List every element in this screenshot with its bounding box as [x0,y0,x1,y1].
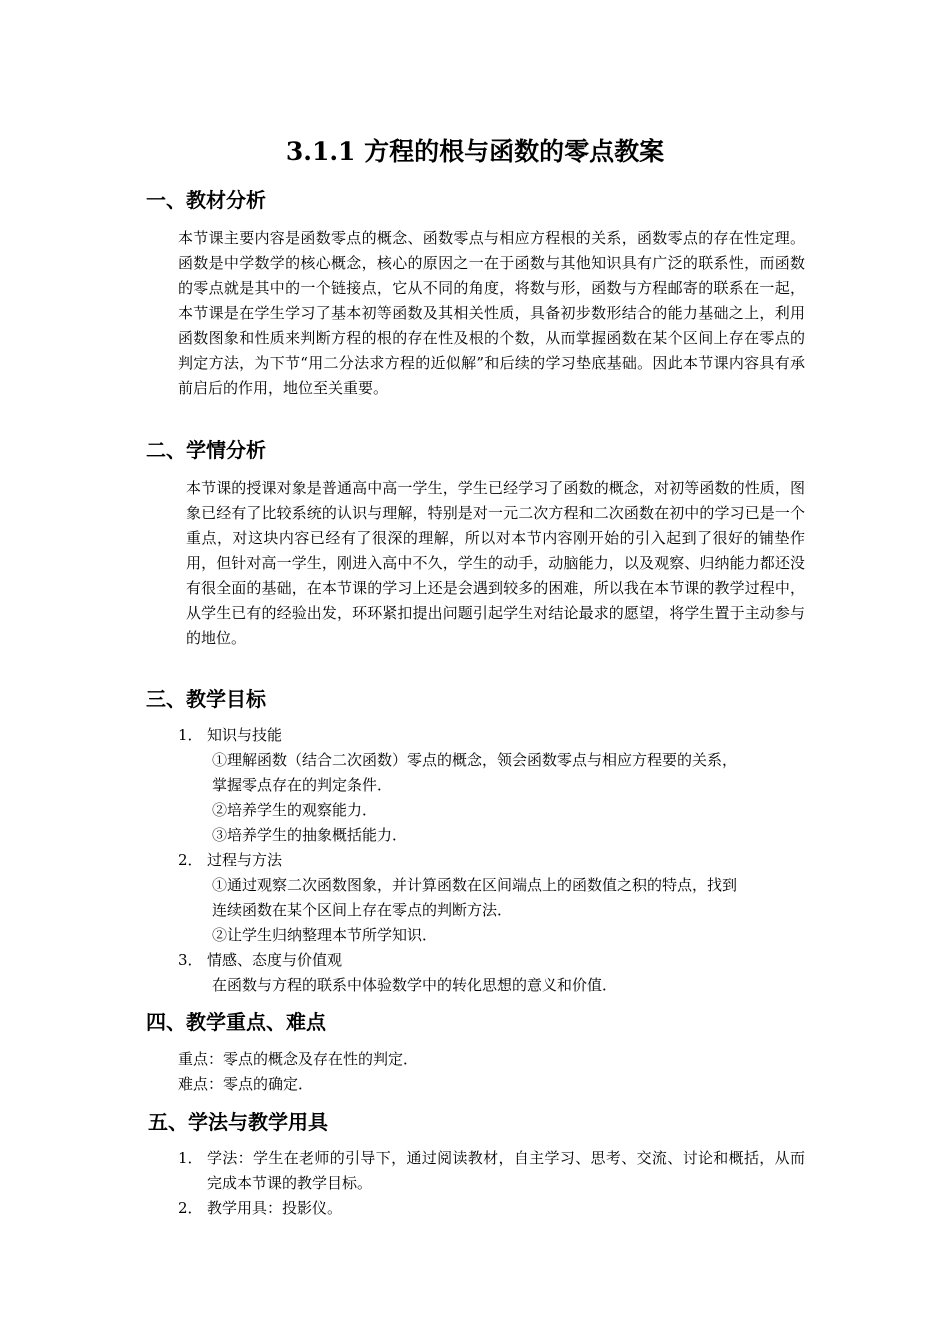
goal-item-label: 情感、态度与价值观 [207,951,343,969]
method-item-number: 1． [178,1149,203,1167]
section-heading-methods-tools: 五、学法与教学用具 [148,1110,328,1134]
goal-item-line: ②让学生归纳整理本节所学知识． [212,926,438,944]
goal-item-label: 过程与方法 [207,851,283,869]
goal-item-line: 掌握零点存在的判定条件． [212,776,393,794]
section-heading-textbook-analysis: 一、教材分析 [146,188,266,212]
goal-item-number: 2． [178,851,203,869]
goal-item-label: 知识与技能 [207,726,283,744]
difficult-point-line: 难点：零点的确定． [178,1075,314,1093]
section-heading-teaching-goals: 三、教学目标 [146,687,266,711]
section-heading-key-points: 四、教学重点、难点 [146,1010,326,1034]
goal-item-line: 在函数与方程的联系中体验数学中的转化思想的意义和价值． [212,976,618,994]
section-paragraph-textbook-analysis: 本节课主要内容是函数零点的概念、函数零点与相应方程根的关系，函数零点的存在性定理。函数是中学数学的核心概念，核心的原因之一在于函数与其他知识具有广泛的联系性，而函数的零点就是其中的一个链接点，它从不同的角度，将数与形，函数与方程邮寄的联系在一起，本节课是在学生学习了基本初等函数及其相关性质，具备初步数形结合的能力基础之上，利用函数图象和性质来判断方程的根的存在性及根的个数，从而掌握函数在某个区间上存在零点的判定方法，为下节“用二分法求方程的近似解”和后续的学习垫底基础。因此本节课内容具有承前启后的作用，地位至关重要。 [178,229,805,397]
method-item-text: 教学用具：投影仪。 [207,1199,343,1217]
goal-item-line: 连续函数在某个区间上存在零点的判断方法． [212,901,513,919]
method-item-number: 2． [178,1199,203,1217]
goal-item-line: ②培养学生的观察能力． [212,801,378,819]
goal-item-line: ③培养学生的抽象概括能力． [212,826,408,844]
goal-item-line: ①通过观察二次函数图象，并计算函数在区间端点上的函数值之积的特点，找到 [212,876,738,894]
key-point-line: 重点：零点的概念及存在性的判定． [178,1050,419,1068]
section-paragraph-student-analysis: 本节课的授课对象是普通高中高一学生，学生已经学习了函数的概念，对初等函数的性质，图象已经有了比较系统的认识与理解，特别是对一元二次方程和二次函数在初中的学习已是一个重点，对这块内容已经有了很深的理解，所以对本节内容刚开始的引入起到了很好的铺垫作用，但针对高一学生，刚进入高中不久，学生的动手，动脑能力，以及观察、归纳能力都还没有很全面的基础，在本节课的学习上还是会遇到较多的困难，所以我在本节课的教学过程中，从学生已有的经验出发，环环紧扣提出问题引起学生对结论最求的愿望，将学生置于主动参与的地位。 [186,479,805,647]
document-title: 3.1.1 方程的根与函数的零点教案 [285,137,665,166]
goal-item-number: 3． [178,951,203,969]
section-heading-student-analysis: 二、学情分析 [146,438,266,462]
goal-item-line: ①理解函数（结合二次函数）零点的概念，领会函数零点与相应方程要的关系， [212,751,738,769]
method-item-text: 学法：学生在老师的引导下，通过阅读教材，自主学习、思考、交流、讨论和概括，从而完成本节课的教学目标。 [207,1149,805,1192]
goal-item-number: 1． [178,726,203,744]
